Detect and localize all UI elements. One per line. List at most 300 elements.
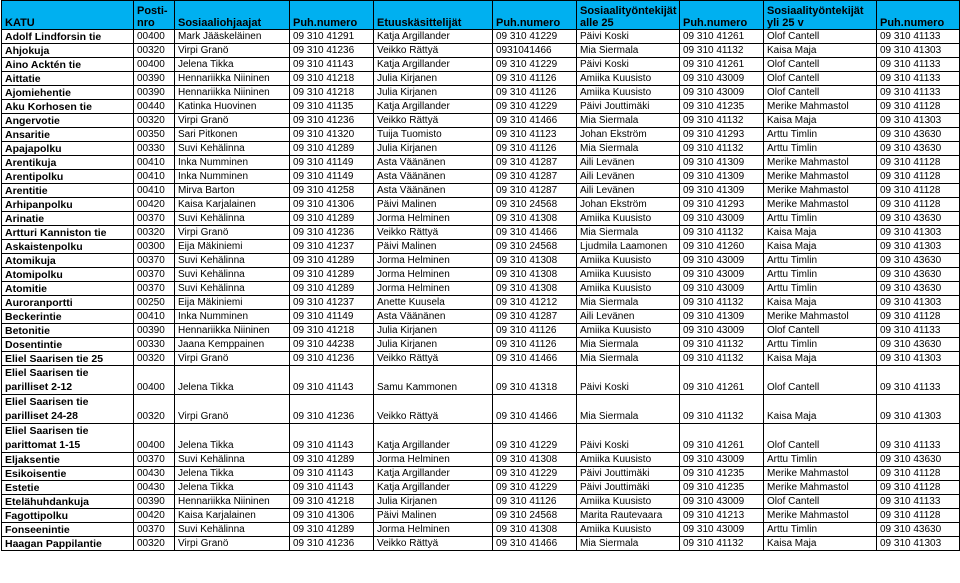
cell-handler-phone: 09 310 41287	[493, 184, 577, 198]
cell-worker-over-25-phone: 09 310 43630	[877, 523, 960, 537]
cell-worker-over-25-phone: 09 310 41128	[877, 170, 960, 184]
header-sosiaalityontekijat-alle-25: Sosiaalityöntekijät alle 25	[577, 1, 680, 30]
cell-counselor-phone: 09 310 44238	[290, 338, 374, 352]
table-row	[2, 212, 960, 226]
table-row	[2, 254, 960, 268]
cell-social-counselor: Suvi Kehälinna	[175, 254, 290, 268]
table-row	[2, 495, 960, 509]
cell-street: Etelähuhdankuja	[2, 495, 134, 509]
cell-worker-over-25-phone: 09 310 41303	[877, 114, 960, 128]
cell-counselor-phone: 09 310 41236	[290, 537, 374, 551]
cell-worker-over-25-phone: 09 310 41303	[877, 44, 960, 58]
cell-social-counselor: Hennariikka Niininen	[175, 495, 290, 509]
cell-worker-over-25-phone: 09 310 41303	[877, 240, 960, 254]
cell-social-worker-over-25: Arttu Timlin	[764, 282, 877, 296]
cell-social-worker-under-25: Amiika Kuusisto	[577, 523, 680, 537]
cell-benefit-handler: Julia Kirjanen	[374, 338, 493, 352]
cell-social-worker-under-25: Mia Siermala	[577, 296, 680, 310]
table-row	[2, 86, 960, 100]
cell-social-counselor: Jaana Kemppainen	[175, 338, 290, 352]
cell-social-counselor: Jelena Tikka	[175, 58, 290, 72]
cell-social-worker-over-25: Olof Cantell	[764, 495, 877, 509]
cell-postal-code: 00400	[134, 366, 175, 395]
cell-postal-code: 00300	[134, 240, 175, 254]
cell-worker-under-25-phone: 09 310 41132	[680, 44, 764, 58]
cell-counselor-phone: 09 310 41237	[290, 240, 374, 254]
cell-handler-phone: 09 310 41126	[493, 142, 577, 156]
cell-benefit-handler: Anette Kuusela	[374, 296, 493, 310]
cell-worker-over-25-phone: 09 310 41303	[877, 296, 960, 310]
cell-postal-code: 00320	[134, 537, 175, 551]
cell-benefit-handler: Julia Kirjanen	[374, 86, 493, 100]
cell-street: Aku Korhosen tie	[2, 100, 134, 114]
cell-social-counselor: Sari Pitkonen	[175, 128, 290, 142]
cell-handler-phone: 09 310 24568	[493, 240, 577, 254]
cell-counselor-phone: 09 310 41218	[290, 72, 374, 86]
cell-street: Eliel Saarisen tie 25	[2, 352, 134, 366]
cell-social-worker-over-25: Merike Mahmastol	[764, 310, 877, 324]
cell-handler-phone: 09 310 41318	[493, 366, 577, 395]
table-row	[2, 240, 960, 254]
cell-benefit-handler: Asta Väänänen	[374, 184, 493, 198]
header-puh-1: Puh.numero	[290, 1, 374, 30]
cell-social-worker-under-25: Amiika Kuusisto	[577, 495, 680, 509]
cell-counselor-phone: 09 310 41143	[290, 424, 374, 453]
cell-counselor-phone: 09 310 41289	[290, 268, 374, 282]
table-row	[2, 509, 960, 523]
cell-handler-phone: 09 310 41308	[493, 453, 577, 467]
cell-social-worker-under-25: Aili Levänen	[577, 156, 680, 170]
cell-social-counselor: Kaisa Karjalainen	[175, 509, 290, 523]
cell-street: Dosentintie	[2, 338, 134, 352]
cell-social-worker-over-25: Olof Cantell	[764, 86, 877, 100]
cell-benefit-handler: Asta Väänänen	[374, 310, 493, 324]
cell-postal-code: 00370	[134, 268, 175, 282]
cell-handler-phone: 09 310 41229	[493, 58, 577, 72]
table-row	[2, 198, 960, 212]
cell-worker-over-25-phone: 09 310 41128	[877, 310, 960, 324]
cell-benefit-handler: Julia Kirjanen	[374, 142, 493, 156]
cell-social-worker-over-25: Olof Cantell	[764, 30, 877, 44]
cell-counselor-phone: 09 310 41237	[290, 296, 374, 310]
cell-postal-code: 00410	[134, 310, 175, 324]
table-row	[2, 352, 960, 366]
table-row	[2, 268, 960, 282]
cell-street: Atomipolku	[2, 268, 134, 282]
table-row	[2, 128, 960, 142]
cell-worker-under-25-phone: 09 310 41235	[680, 481, 764, 495]
cell-social-counselor: Katinka Huovinen	[175, 100, 290, 114]
cell-social-worker-under-25: Päivi Jouttimäki	[577, 467, 680, 481]
cell-social-worker-over-25: Arttu Timlin	[764, 338, 877, 352]
cell-benefit-handler: Katja Argillander	[374, 100, 493, 114]
cell-handler-phone: 09 310 41126	[493, 72, 577, 86]
cell-postal-code: 00400	[134, 424, 175, 453]
cell-postal-code: 00420	[134, 198, 175, 212]
cell-worker-under-25-phone: 09 310 41132	[680, 352, 764, 366]
table-row	[2, 184, 960, 198]
cell-social-worker-under-25: Mia Siermala	[577, 395, 680, 424]
cell-social-counselor: Kaisa Karjalainen	[175, 198, 290, 212]
cell-social-worker-under-25: Marita Rautevaara	[577, 509, 680, 523]
cell-counselor-phone: 09 310 41149	[290, 170, 374, 184]
table-row	[2, 226, 960, 240]
header-puh-4: Puh.numero	[877, 1, 960, 30]
cell-counselor-phone: 09 310 41218	[290, 324, 374, 338]
cell-benefit-handler: Samu Kammonen	[374, 366, 493, 395]
cell-worker-over-25-phone: 09 310 41128	[877, 100, 960, 114]
table-row	[2, 424, 960, 453]
cell-worker-under-25-phone: 09 310 43009	[680, 254, 764, 268]
cell-social-worker-over-25: Arttu Timlin	[764, 453, 877, 467]
cell-benefit-handler: Jorma Helminen	[374, 282, 493, 296]
cell-social-worker-under-25: Amiika Kuusisto	[577, 282, 680, 296]
cell-postal-code: 00430	[134, 481, 175, 495]
cell-social-counselor: Hennariikka Niininen	[175, 72, 290, 86]
header-katu: KATU	[2, 1, 134, 30]
cell-benefit-handler: Jorma Helminen	[374, 254, 493, 268]
cell-social-worker-over-25: Merike Mahmastol	[764, 198, 877, 212]
cell-worker-over-25-phone: 09 310 41133	[877, 72, 960, 86]
cell-worker-over-25-phone: 09 310 41128	[877, 481, 960, 495]
cell-social-counselor: Hennariikka Niininen	[175, 86, 290, 100]
cell-social-worker-over-25: Arttu Timlin	[764, 212, 877, 226]
cell-postal-code: 00320	[134, 44, 175, 58]
cell-worker-over-25-phone: 09 310 41128	[877, 156, 960, 170]
cell-worker-under-25-phone: 09 310 43009	[680, 324, 764, 338]
table-row	[2, 296, 960, 310]
cell-counselor-phone: 09 310 41289	[290, 453, 374, 467]
cell-counselor-phone: 09 310 41320	[290, 128, 374, 142]
cell-social-counselor: Virpi Granö	[175, 352, 290, 366]
cell-social-counselor: Eija Mäkiniemi	[175, 240, 290, 254]
cell-social-counselor: Virpi Granö	[175, 44, 290, 58]
cell-benefit-handler: Veikko Rättyä	[374, 44, 493, 58]
cell-worker-over-25-phone: 09 310 41128	[877, 509, 960, 523]
cell-worker-under-25-phone: 09 310 41293	[680, 198, 764, 212]
cell-social-worker-under-25: Mia Siermala	[577, 44, 680, 58]
table-row	[2, 481, 960, 495]
cell-social-worker-over-25: Olof Cantell	[764, 72, 877, 86]
cell-social-counselor: Suvi Kehälinna	[175, 282, 290, 296]
cell-worker-under-25-phone: 09 310 43009	[680, 453, 764, 467]
cell-social-worker-over-25: Merike Mahmastol	[764, 184, 877, 198]
cell-street: Eliel Saarisen tie parilliset 24-28	[2, 395, 134, 424]
cell-street: Haagan Pappilantie	[2, 537, 134, 551]
cell-street: Ansaritie	[2, 128, 134, 142]
cell-social-worker-under-25: Päivi Jouttimäki	[577, 100, 680, 114]
cell-social-worker-over-25: Merike Mahmastol	[764, 156, 877, 170]
cell-worker-over-25-phone: 09 310 41128	[877, 198, 960, 212]
cell-worker-under-25-phone: 09 310 43009	[680, 72, 764, 86]
cell-handler-phone: 0931041466	[493, 44, 577, 58]
cell-counselor-phone: 09 310 41289	[290, 142, 374, 156]
cell-postal-code: 00320	[134, 114, 175, 128]
cell-benefit-handler: Veikko Rättyä	[374, 226, 493, 240]
cell-worker-under-25-phone: 09 310 41132	[680, 114, 764, 128]
cell-street: Arentitie	[2, 184, 134, 198]
cell-worker-over-25-phone: 09 310 43630	[877, 212, 960, 226]
cell-social-worker-under-25: Mia Siermala	[577, 537, 680, 551]
cell-handler-phone: 09 310 41229	[493, 467, 577, 481]
cell-postal-code: 00430	[134, 467, 175, 481]
cell-postal-code: 00320	[134, 395, 175, 424]
cell-postal-code: 00350	[134, 128, 175, 142]
table-row	[2, 156, 960, 170]
cell-social-worker-over-25: Kaisa Maja	[764, 240, 877, 254]
cell-social-worker-under-25: Päivi Jouttimäki	[577, 481, 680, 495]
cell-social-worker-under-25: Päivi Koski	[577, 424, 680, 453]
cell-social-counselor: Jelena Tikka	[175, 481, 290, 495]
cell-counselor-phone: 09 310 41236	[290, 352, 374, 366]
cell-postal-code: 00370	[134, 282, 175, 296]
table-row	[2, 30, 960, 44]
cell-handler-phone: 09 310 41229	[493, 30, 577, 44]
cell-social-worker-under-25: Amiika Kuusisto	[577, 86, 680, 100]
cell-social-worker-over-25: Merike Mahmastol	[764, 467, 877, 481]
cell-handler-phone: 09 310 41466	[493, 114, 577, 128]
cell-social-worker-over-25: Arttu Timlin	[764, 268, 877, 282]
cell-social-worker-over-25: Kaisa Maja	[764, 352, 877, 366]
cell-social-counselor: Inka Numminen	[175, 170, 290, 184]
cell-street: Beckerintie	[2, 310, 134, 324]
cell-handler-phone: 09 310 41123	[493, 128, 577, 142]
cell-social-worker-under-25: Johan Ekström	[577, 128, 680, 142]
cell-postal-code: 00320	[134, 352, 175, 366]
cell-benefit-handler: Julia Kirjanen	[374, 72, 493, 86]
cell-worker-under-25-phone: 09 310 43009	[680, 268, 764, 282]
cell-social-worker-over-25: Arttu Timlin	[764, 523, 877, 537]
cell-benefit-handler: Katja Argillander	[374, 30, 493, 44]
header-sosiaaliohjaajat: Sosiaaliohjaajat	[175, 1, 290, 30]
cell-worker-under-25-phone: 09 310 41132	[680, 537, 764, 551]
cell-handler-phone: 09 310 41287	[493, 310, 577, 324]
cell-worker-under-25-phone: 09 310 41309	[680, 184, 764, 198]
contact-table	[1, 0, 960, 551]
cell-counselor-phone: 09 310 41143	[290, 481, 374, 495]
cell-worker-under-25-phone: 09 310 41261	[680, 30, 764, 44]
cell-social-counselor: Suvi Kehälinna	[175, 523, 290, 537]
cell-postal-code: 00390	[134, 495, 175, 509]
cell-postal-code: 00390	[134, 324, 175, 338]
cell-worker-under-25-phone: 09 310 41293	[680, 128, 764, 142]
cell-social-worker-under-25: Amiika Kuusisto	[577, 72, 680, 86]
cell-social-counselor: Suvi Kehälinna	[175, 268, 290, 282]
cell-social-worker-under-25: Ljudmila Laamonen	[577, 240, 680, 254]
cell-postal-code: 00410	[134, 184, 175, 198]
cell-worker-under-25-phone: 09 310 41261	[680, 366, 764, 395]
cell-worker-under-25-phone: 09 310 43009	[680, 86, 764, 100]
cell-handler-phone: 09 310 41212	[493, 296, 577, 310]
cell-benefit-handler: Jorma Helminen	[374, 523, 493, 537]
cell-street: Betonitie	[2, 324, 134, 338]
cell-worker-under-25-phone: 09 310 43009	[680, 523, 764, 537]
cell-handler-phone: 09 310 41466	[493, 395, 577, 424]
cell-postal-code: 00250	[134, 296, 175, 310]
cell-postal-code: 00390	[134, 72, 175, 86]
cell-counselor-phone: 09 310 41218	[290, 495, 374, 509]
cell-counselor-phone: 09 310 41289	[290, 212, 374, 226]
cell-worker-under-25-phone: 09 310 41213	[680, 509, 764, 523]
cell-worker-under-25-phone: 09 310 41261	[680, 58, 764, 72]
cell-handler-phone: 09 310 41229	[493, 481, 577, 495]
cell-street: Fagottipolku	[2, 509, 134, 523]
header-row	[2, 1, 960, 30]
cell-social-worker-under-25: Mia Siermala	[577, 226, 680, 240]
cell-social-worker-over-25: Kaisa Maja	[764, 296, 877, 310]
cell-benefit-handler: Päivi Malinen	[374, 240, 493, 254]
cell-social-counselor: Eija Mäkiniemi	[175, 296, 290, 310]
cell-benefit-handler: Katja Argillander	[374, 467, 493, 481]
cell-handler-phone: 09 310 41229	[493, 424, 577, 453]
cell-street: Aino Acktén tie	[2, 58, 134, 72]
cell-counselor-phone: 09 310 41135	[290, 100, 374, 114]
header-etuuskasittelijat: Etuuskäsittelijät	[374, 1, 493, 30]
header-postinro: Posti- nro	[134, 1, 175, 30]
cell-worker-under-25-phone: 09 310 41235	[680, 467, 764, 481]
cell-counselor-phone: 09 310 41218	[290, 86, 374, 100]
cell-social-worker-under-25: Amiika Kuusisto	[577, 453, 680, 467]
cell-social-worker-under-25: Amiika Kuusisto	[577, 254, 680, 268]
cell-social-worker-under-25: Mia Siermala	[577, 142, 680, 156]
table-row	[2, 310, 960, 324]
cell-counselor-phone: 09 310 41149	[290, 310, 374, 324]
cell-benefit-handler: Jorma Helminen	[374, 268, 493, 282]
cell-social-counselor: Jelena Tikka	[175, 467, 290, 481]
cell-handler-phone: 09 310 41229	[493, 100, 577, 114]
cell-counselor-phone: 09 310 41143	[290, 366, 374, 395]
cell-counselor-phone: 09 310 41236	[290, 114, 374, 128]
table-row	[2, 282, 960, 296]
cell-counselor-phone: 09 310 41289	[290, 282, 374, 296]
cell-social-worker-under-25: Mia Siermala	[577, 338, 680, 352]
cell-postal-code: 00330	[134, 338, 175, 352]
cell-street: Artturi Kanniston tie	[2, 226, 134, 240]
cell-worker-over-25-phone: 09 310 41133	[877, 58, 960, 72]
cell-worker-under-25-phone: 09 310 41309	[680, 170, 764, 184]
cell-street: Estetie	[2, 481, 134, 495]
cell-street: Atomikuja	[2, 254, 134, 268]
cell-social-worker-over-25: Kaisa Maja	[764, 395, 877, 424]
cell-benefit-handler: Katja Argillander	[374, 424, 493, 453]
cell-social-counselor: Virpi Granö	[175, 395, 290, 424]
cell-worker-over-25-phone: 09 310 41303	[877, 226, 960, 240]
cell-social-worker-under-25: Päivi Koski	[577, 58, 680, 72]
cell-worker-under-25-phone: 09 310 41235	[680, 100, 764, 114]
cell-postal-code: 00320	[134, 226, 175, 240]
cell-postal-code: 00330	[134, 142, 175, 156]
cell-worker-over-25-phone: 09 310 43630	[877, 254, 960, 268]
cell-worker-under-25-phone: 09 310 41261	[680, 424, 764, 453]
table-row	[2, 523, 960, 537]
cell-street: Arentikuja	[2, 156, 134, 170]
cell-social-worker-under-25: Aili Levänen	[577, 184, 680, 198]
cell-postal-code: 00400	[134, 30, 175, 44]
cell-worker-over-25-phone: 09 310 41133	[877, 324, 960, 338]
cell-worker-under-25-phone: 09 310 43009	[680, 495, 764, 509]
header-puh-2: Puh.numero	[493, 1, 577, 30]
cell-worker-under-25-phone: 09 310 41132	[680, 338, 764, 352]
cell-social-worker-over-25: Arttu Timlin	[764, 128, 877, 142]
cell-benefit-handler: Veikko Rättyä	[374, 114, 493, 128]
cell-social-worker-over-25: Olof Cantell	[764, 424, 877, 453]
cell-benefit-handler: Veikko Rättyä	[374, 537, 493, 551]
cell-handler-phone: 09 310 41308	[493, 254, 577, 268]
cell-social-worker-under-25: Päivi Koski	[577, 30, 680, 44]
cell-handler-phone: 09 310 41287	[493, 156, 577, 170]
cell-worker-under-25-phone: 09 310 41309	[680, 156, 764, 170]
table-row	[2, 467, 960, 481]
cell-social-worker-under-25: Päivi Koski	[577, 366, 680, 395]
cell-street: Arinatie	[2, 212, 134, 226]
cell-social-worker-over-25: Olof Cantell	[764, 366, 877, 395]
cell-benefit-handler: Katja Argillander	[374, 58, 493, 72]
cell-benefit-handler: Tuija Tuomisto	[374, 128, 493, 142]
cell-handler-phone: 09 310 41308	[493, 212, 577, 226]
cell-handler-phone: 09 310 41308	[493, 523, 577, 537]
table-row	[2, 453, 960, 467]
cell-social-worker-over-25: Arttu Timlin	[764, 142, 877, 156]
cell-street: Ahjokuja	[2, 44, 134, 58]
cell-benefit-handler: Jorma Helminen	[374, 212, 493, 226]
cell-social-counselor: Virpi Granö	[175, 114, 290, 128]
cell-handler-phone: 09 310 41126	[493, 338, 577, 352]
cell-postal-code: 00400	[134, 58, 175, 72]
cell-worker-over-25-phone: 09 310 41133	[877, 366, 960, 395]
cell-handler-phone: 09 310 41126	[493, 86, 577, 100]
cell-postal-code: 00370	[134, 523, 175, 537]
table-row	[2, 100, 960, 114]
cell-social-worker-under-25: Aili Levänen	[577, 170, 680, 184]
table-row	[2, 114, 960, 128]
table-row	[2, 170, 960, 184]
cell-social-worker-over-25: Kaisa Maja	[764, 537, 877, 551]
header-sosiaalityontekijat-yli-25: Sosiaalityöntekijät yli 25 v	[764, 1, 877, 30]
cell-street: Apajapolku	[2, 142, 134, 156]
cell-benefit-handler: Veikko Rättyä	[374, 395, 493, 424]
cell-postal-code: 00370	[134, 254, 175, 268]
cell-social-counselor: Virpi Granö	[175, 537, 290, 551]
cell-worker-over-25-phone: 09 310 41303	[877, 352, 960, 366]
cell-benefit-handler: Asta Väänänen	[374, 170, 493, 184]
table-row	[2, 366, 960, 395]
cell-social-counselor: Mark Jääskeläinen	[175, 30, 290, 44]
cell-handler-phone: 09 310 41126	[493, 324, 577, 338]
table-row	[2, 72, 960, 86]
table-row	[2, 324, 960, 338]
cell-counselor-phone: 09 310 41149	[290, 156, 374, 170]
cell-social-counselor: Suvi Kehälinna	[175, 453, 290, 467]
cell-handler-phone: 09 310 24568	[493, 198, 577, 212]
cell-social-worker-over-25: Merike Mahmastol	[764, 170, 877, 184]
cell-postal-code: 00370	[134, 212, 175, 226]
cell-worker-over-25-phone: 09 310 43630	[877, 128, 960, 142]
table-row	[2, 44, 960, 58]
cell-social-counselor: Jelena Tikka	[175, 424, 290, 453]
cell-worker-over-25-phone: 09 310 43630	[877, 338, 960, 352]
cell-postal-code: 00390	[134, 86, 175, 100]
cell-social-counselor: Inka Numminen	[175, 310, 290, 324]
cell-social-worker-under-25: Amiika Kuusisto	[577, 268, 680, 282]
cell-social-worker-under-25: Amiika Kuusisto	[577, 212, 680, 226]
cell-counselor-phone: 09 310 41291	[290, 30, 374, 44]
cell-social-counselor: Hennariikka Niininen	[175, 324, 290, 338]
cell-worker-under-25-phone: 09 310 41132	[680, 296, 764, 310]
cell-worker-over-25-phone: 09 310 41133	[877, 86, 960, 100]
cell-counselor-phone: 09 310 41143	[290, 58, 374, 72]
table-row	[2, 338, 960, 352]
table-row	[2, 58, 960, 72]
